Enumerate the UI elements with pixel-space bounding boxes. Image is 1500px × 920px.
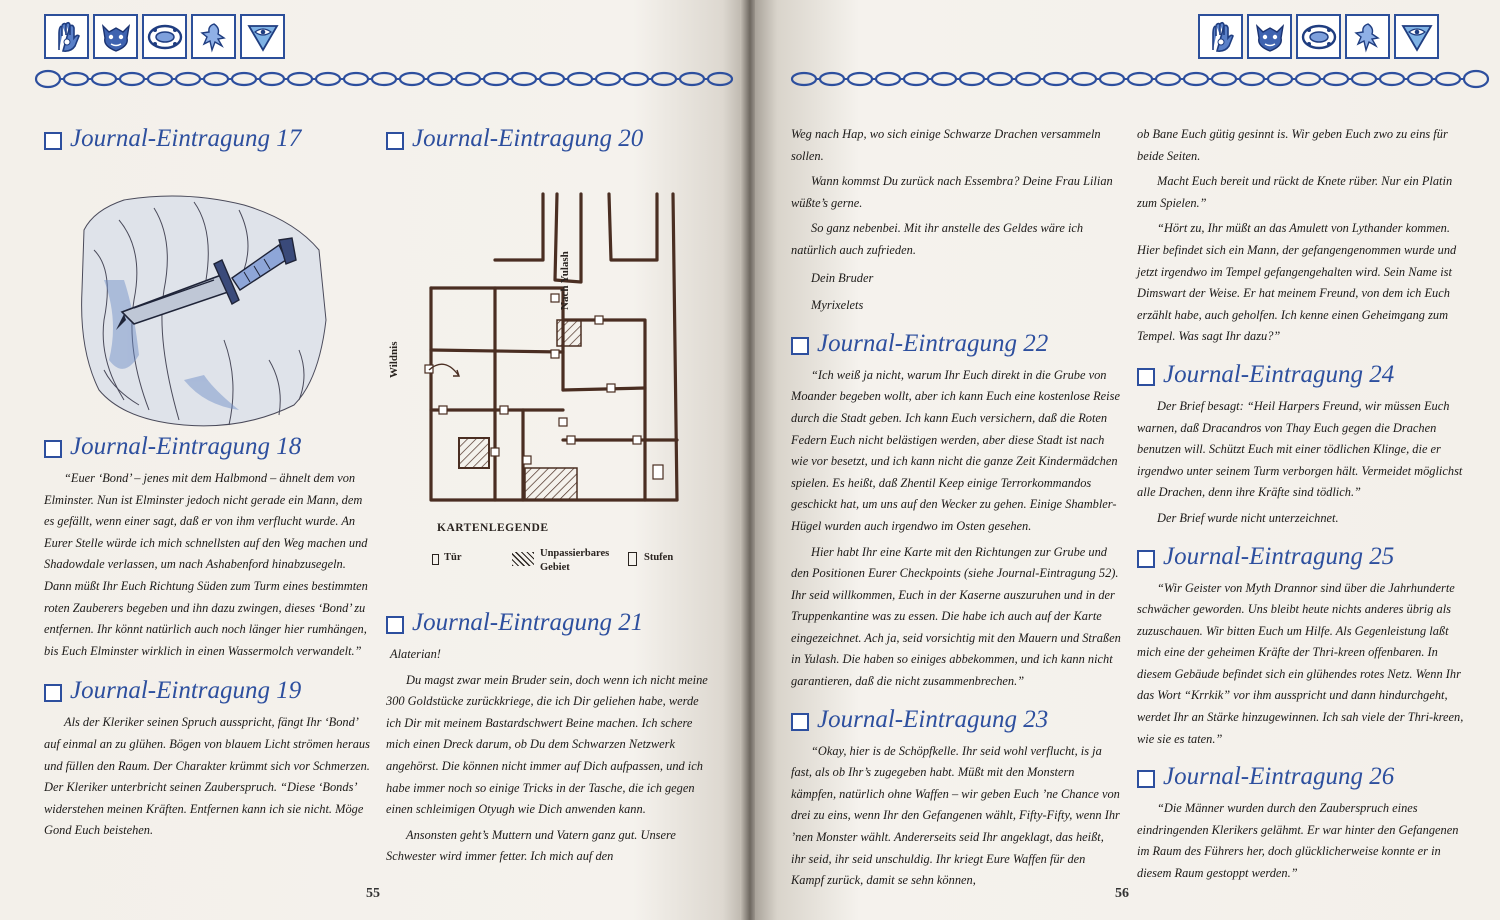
entry-paragraph: ob Bane Euch gütig gesinnt is. Wir geben Euch zwo zu eins für beide Seiten. bbox=[1137, 127, 1448, 163]
letter-closing: Dein Bruder bbox=[811, 270, 874, 285]
left-column-1 bbox=[44, 124, 364, 160]
tentacle-icon bbox=[191, 14, 236, 59]
legend-door: Tür bbox=[444, 552, 462, 563]
checkbox-icon[interactable] bbox=[1137, 368, 1155, 386]
checkbox-icon[interactable] bbox=[386, 132, 404, 150]
entry-paragraph: Der Brief wurde nicht unterzeichnet. bbox=[1157, 510, 1339, 525]
left-column-1b bbox=[44, 432, 374, 846]
door-legend-icon bbox=[432, 554, 439, 565]
checkbox-icon[interactable] bbox=[1137, 770, 1155, 788]
entry-paragraph: “Wir Geister von Myth Drannor sind über die Jahrhunderte schwächer geworden. Uns bleibt heute nichts anderes übrig als zuzuschauen. Wir bitten Euch um Hilfe. Als Gegenleistung laßt mich eine der geheimen Kräfte der Thri-kreen offenbaren. In diesem Gebäude befindet sich ein glühendes rotes Netz. Wenn Ihr das Wort “Krrkik” vor ihm ausspricht und dann hindurchgeht, werdet Ihr an Stärke hinzugewinnen. Ich sah viele der Thri-kreen, wie sie es taten.” bbox=[1137, 580, 1464, 746]
entry-paragraph: “Euer ‘Bond’ – jenes mit dem Halbmond – ähnelt dem von Elminster. Nun ist Elminster jedoch nicht gerade ein Mann, dem es gefällt, wenn einer sagt, daß er von ihm verflucht wurde. An Eurer Stelle würde ich mich schnellsten auf den Weg machen und Shadowdale verlassen, um nach Ashabenford hinabzusegeln. Dann müßt Ihr Euch Richtung Süden zum Turm eines bestimmten roten Zauberers begeben und ihn dazu zwingen, dieses ‘Bond’ zu entfernen. Ihr könnt natürlich auch noch länger hier rumhängen, bis Euch Elminster wirklich in einen Wassermolch verwandelt.” bbox=[44, 471, 368, 658]
checkbox-icon[interactable] bbox=[791, 713, 809, 731]
left-column-2 bbox=[386, 124, 726, 160]
fiend-icon bbox=[1247, 14, 1292, 59]
map-label-wilderness: Wildnis bbox=[388, 341, 400, 378]
entry-heading: Journal-Eintragung 20 bbox=[386, 124, 726, 154]
entry-paragraph: Der Brief besagt: “Heil Harpers Freund, wir müssen Euch warnen, daß Dracandros von Thay Euch gegen die Drachen benutzen will. Schützt Euch mit einer tödlichen Klinge, die er irgendwo unter seinem Turm verborgen hält. Vermeidet möglichst alle Drachen, denn ihre Kräfte sind tödlich.” bbox=[1137, 398, 1463, 500]
entry-paragraph: Weg nach Hap, wo sich einige Schwarze Drachen versammeln sollen. bbox=[791, 127, 1101, 163]
yulash-map bbox=[395, 180, 725, 580]
entry-paragraph: “Die Männer wurden durch den Zauberspruch eines eindringenden Klerikers gelähmt. Er war hinter den Gefangenen im Raum des Führers her, doch glücklicherweise konnte er in diesem Raum gestoppt werden.” bbox=[1137, 801, 1459, 881]
entry-heading: Journal-Eintragung 23 bbox=[791, 705, 1121, 735]
entry-heading: Journal-Eintragung 18 bbox=[44, 432, 374, 462]
entry-heading: Journal-Eintragung 17 bbox=[44, 124, 364, 154]
stairs-legend-icon bbox=[628, 552, 637, 566]
checkbox-icon[interactable] bbox=[44, 440, 62, 458]
tentacle-icon bbox=[1345, 14, 1390, 59]
entry-heading: Journal-Eintragung 21 bbox=[386, 608, 716, 638]
fiend-icon bbox=[93, 14, 138, 59]
left-column-2b bbox=[386, 608, 716, 872]
right-column-1 bbox=[791, 124, 1121, 896]
legend-impassable-2: Gebiet bbox=[540, 562, 570, 573]
map-label-yulash: Nach Yulash bbox=[559, 251, 571, 310]
checkbox-icon[interactable] bbox=[386, 616, 404, 634]
icon-strip bbox=[44, 14, 285, 59]
dagger-illustration bbox=[64, 190, 334, 440]
map-legend bbox=[432, 548, 732, 592]
impassable-legend-icon bbox=[512, 552, 534, 566]
entry-heading: Journal-Eintragung 19 bbox=[44, 676, 374, 706]
legend-impassable: Unpassierbares bbox=[540, 548, 610, 559]
page-number: 55 bbox=[366, 886, 380, 901]
entry-paragraph: Du magst zwar mein Bruder sein, doch wenn ich nicht meine 300 Goldstücke zurückkriege, die ich Dir geliehen habe, werde ich Dir mit meinem Bastardschwert Beine machen. Ich schere mich einen Dreck darum, ob Du dem Schwarzen Netzwerk angehörst. Die können nicht immer auf Dich aufpassen, und ich habe immer noch so einige Tricks in der Tasche, die ich gegen einen schleimigen Otyugh wie Dich anwenden kann. bbox=[386, 672, 708, 817]
right-column-2 bbox=[1137, 124, 1467, 889]
entry-heading: Journal-Eintragung 25 bbox=[1137, 542, 1467, 572]
icon-strip bbox=[1198, 14, 1439, 59]
amulet-icon bbox=[1296, 14, 1341, 59]
entry-paragraph: Macht Euch bereit und rückt de Knete rüber. Nur ein Platin zum Spielen.” bbox=[1137, 174, 1453, 210]
entry-paragraph: Ansonsten geht’s Muttern und Vatern ganz gut. Unsere Schwester wird immer fetter. Ich mich auf den bbox=[386, 827, 676, 864]
hand-icon bbox=[44, 14, 89, 59]
checkbox-icon[interactable] bbox=[1137, 550, 1155, 568]
chain-border bbox=[790, 68, 1490, 90]
letter-signature: Myrixelets bbox=[811, 298, 864, 313]
entry-paragraph: “Okay, hier is de Schöpfkelle. Ihr seid wohl verflucht, is ja fast, als ob Ihr’s zugegeben habt. Müßt mit den Monstern kämpfen, natürlich ohne Waffen – wir geben Euch ’ne Chance von drei zu eins, wenn Ihr den Gefangenen wählt, Fifty-Fifty, wenn Ihr ’nen Monster wählt. Andererseits seid Ihr angeklagt, das heißt, ihr seid, ihr seid unschuldig. Ihr kriegt Eure Waffen für den Kampf zurück, damit se sehn können, bbox=[791, 743, 1120, 888]
left-page bbox=[0, 0, 745, 920]
legend-stairs: Stufen bbox=[644, 552, 674, 563]
page-number: 56 bbox=[1115, 886, 1129, 901]
entry-paragraph: “Hört zu, Ihr müßt an das Amulett von Lythander kommen. Hier befindet sich ein Mann, der gefangengenommen wurde und jetzt irgendwo im Tempel gefangengehalten wird. Sein Name ist Dimswart der Weise. Er hat meinem Freund, von dem ich Euch erzählt habe, auch geholfen. Ich kenne einen Geheimgang zum Tempel. Was sagt Ihr dazu?” bbox=[1137, 221, 1457, 344]
entry-heading: Journal-Eintragung 24 bbox=[1137, 360, 1467, 390]
entry-paragraph: “Ich weiß ja nicht, warum Ihr Euch direkt in die Grube von Moander begeben wollt, aber ich kann Euch eine kostenlose Reise durch die Stadt geben. Ich kann Euch versichern, daß die Roten Federn Euch nicht belästigen werden, aber diese Stadt ist nach wie vor besetzt, und ich kann nicht die ganze Zeit Kindermädchen spielen. Es heißt, daß Zhentil Keep einige Terrorkommandos geschickt hat, um uns auf den Wecker zu gehen. Einige Shambler-Hügel wurden auch irgendwo im Osten gesehen. bbox=[791, 367, 1120, 533]
hand-icon bbox=[1198, 14, 1243, 59]
map-legend-title: KARTENLEGENDE bbox=[437, 522, 549, 534]
checkbox-icon[interactable] bbox=[44, 132, 62, 150]
entry-heading: Journal-Eintragung 22 bbox=[791, 329, 1121, 359]
checkbox-icon[interactable] bbox=[791, 337, 809, 355]
checkbox-icon[interactable] bbox=[44, 684, 62, 702]
entry-heading: Journal-Eintragung 26 bbox=[1137, 762, 1467, 792]
amulet-icon bbox=[142, 14, 187, 59]
letter-salutation: Alaterian! bbox=[390, 647, 441, 661]
triangle-eye-icon bbox=[1394, 14, 1439, 59]
right-page bbox=[755, 0, 1500, 920]
entry-paragraph: So ganz nebenbei. Mit ihr anstelle des Geldes wäre ich natürlich auch zufrieden. bbox=[791, 221, 1084, 257]
chain-border bbox=[34, 68, 734, 90]
triangle-eye-icon bbox=[240, 14, 285, 59]
entry-paragraph: Wann kommst Du zurück nach Essembra? Deine Frau Lilian wüßte’s gerne. bbox=[791, 174, 1113, 210]
entry-paragraph: Als der Kleriker seinen Spruch ausspricht, fängt Ihr ‘Bond’ auf einmal an zu glühen. Bögen von blauem Licht strömen heraus und füllen den Raum. Der Charakter krümmt sich vor Schmerzen. Der Kleriker unterbricht seinen Zauberspruch. “Diese ‘Bonds’ widerstehen meinen Kräften. Entfernen kann ich sie nicht. Möge Gond Euch beistehen. bbox=[44, 715, 370, 838]
entry-paragraph: Hier habt Ihr eine Karte mit den Richtungen zur Grube und den Positionen Eurer Checkpoints (siehe Journal-Eintragung 52). Ihr seid willkommen, Euch in der Kaserne auszuruhen und in der Truppenkantine was zu essen. Die habe ich auch auf der Karte eingezeichnet. Ach ja, seid vorsichtig mit den Mauern und Straßen in Yulash. Die haben so einiges abbekommen, und ich kann nicht garantieren, daß die nicht zusammenbrechen.” bbox=[791, 544, 1121, 689]
